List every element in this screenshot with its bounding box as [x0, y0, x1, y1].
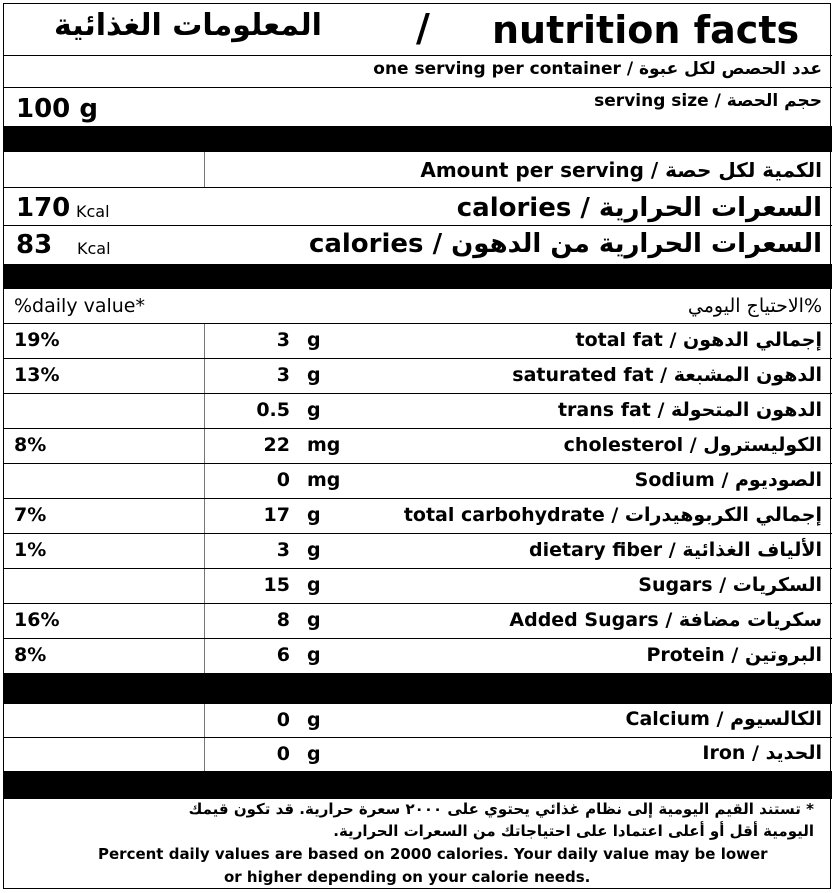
column-divider: [204, 704, 205, 737]
amount-per-serving-row: [4, 152, 832, 188]
calories-row: [4, 188, 832, 226]
servings-per-container: عدد الحصص لكل عبوة / one serving per container: [373, 59, 822, 79]
nutrient-amount: 17: [263, 504, 290, 526]
thick-divider-2: [4, 264, 832, 289]
mineral-label: الحديد / Iron: [702, 742, 822, 764]
nutrient-row: [4, 359, 832, 394]
nutrient-label: الدهون المتحولة / trans fat: [557, 399, 822, 421]
nutrient-unit: g: [307, 644, 321, 666]
nutrient-amount: 8: [276, 609, 290, 631]
title-arabic: المعلومات الغذائية: [54, 8, 322, 43]
column-divider: [204, 639, 205, 673]
nutrient-daily-value: 8%: [14, 434, 47, 456]
thick-divider-1: [4, 126, 832, 152]
nutrient-amount: 0.5: [256, 399, 290, 421]
column-divider: [204, 534, 205, 568]
nutrient-unit: g: [307, 504, 321, 526]
nutrient-label: إجمالي الكربوهيدرات / total carbohydrate: [403, 504, 822, 526]
calories-label: السعرات الحرارية / calories: [456, 193, 822, 223]
nutrient-unit: g: [307, 329, 321, 351]
nutrient-row: [4, 569, 832, 604]
nutrient-label: الألياف الغذائية / dietary fiber: [528, 539, 822, 561]
serving-size-label: حجم الحصة / serving size: [594, 91, 822, 111]
thick-divider-3: [4, 674, 832, 704]
nutrient-row: [4, 639, 832, 674]
title-row: [4, 4, 832, 56]
column-divider: [204, 604, 205, 638]
daily-value-header-row: [4, 289, 832, 324]
mineral-row: [4, 704, 832, 738]
nutrient-daily-value: 13%: [14, 364, 60, 386]
nutrient-row: [4, 464, 832, 499]
nutrient-daily-value: 7%: [14, 504, 47, 526]
nutrient-amount: 3: [276, 364, 290, 386]
nutrient-unit: g: [307, 364, 321, 386]
nutrient-label: الصوديوم / Sodium: [634, 469, 822, 491]
nutrient-row: [4, 604, 832, 639]
mineral-amount: 0: [276, 709, 290, 731]
column-divider: [204, 394, 205, 428]
calories-value: 170: [16, 193, 71, 223]
thick-divider-4: [4, 772, 832, 799]
fat-calories-value: 83: [16, 230, 53, 260]
footnote-ar-line1: * تستند القيم اليومية إلى نظام غذائي يحتوي على ٢٠٠٠ سعرة حرارية. قد تكون قيمك: [188, 800, 814, 818]
title-english: nutrition facts: [492, 8, 800, 52]
mineral-unit: g: [307, 743, 321, 765]
column-divider: [204, 499, 205, 533]
nutrient-row: [4, 534, 832, 569]
footnote-ar-line2: اليومية أقل أو أعلى اعتمادا على احتياجاتك من السعرات الحرارية.: [333, 822, 814, 840]
column-divider: [204, 359, 205, 393]
nutrient-label: السكريات / Sugars: [638, 574, 822, 596]
nutrient-label: الكوليسترول / cholesterol: [563, 434, 822, 456]
column-divider: [204, 324, 205, 358]
nutrient-row: [4, 499, 832, 534]
daily-value-header-en: %daily value*: [14, 295, 145, 317]
nutrient-amount: 22: [263, 434, 290, 456]
nutrient-amount: 3: [276, 329, 290, 351]
mineral-row: [4, 738, 832, 772]
servings-per-container-row: [4, 56, 832, 88]
nutrient-amount: 3: [276, 539, 290, 561]
nutrient-unit: g: [307, 609, 321, 631]
fat-calories-unit: Kcal: [77, 239, 111, 258]
footnote-en-line1: Percent daily values are based on 2000 calories. Your daily value may be lower: [98, 845, 768, 863]
nutrient-unit: g: [307, 539, 321, 561]
serving-size-row: [4, 88, 832, 126]
nutrient-unit: g: [307, 399, 321, 421]
nutrient-label: البروتين / Protein: [646, 644, 822, 666]
nutrient-amount: 15: [263, 574, 290, 596]
nutrient-unit: mg: [307, 469, 341, 491]
serving-size-value: 100 g: [16, 94, 98, 124]
footnote-en-line2: or higher depending on your calorie needs.: [224, 868, 591, 886]
nutrient-row: [4, 394, 832, 429]
fat-calories-label: السعرات الحرارية من الدهون / calories: [308, 229, 822, 259]
nutrient-amount: 0: [276, 469, 290, 491]
nutrient-label: سكريات مضافة / Added Sugars: [509, 609, 822, 631]
nutrient-daily-value: 16%: [14, 609, 60, 631]
nutrient-label: إجمالي الدهون / total fat: [575, 329, 822, 351]
calories-unit: Kcal: [76, 202, 110, 221]
column-divider: [204, 569, 205, 603]
nutrient-row: [4, 324, 832, 359]
nutrient-daily-value: 19%: [14, 329, 60, 351]
nutrient-unit: mg: [307, 434, 341, 456]
fat-calories-row: [4, 226, 832, 264]
nutrient-amount: 6: [276, 644, 290, 666]
daily-value-header-ar: %الاحتياج اليومي: [687, 295, 822, 317]
nutrient-label: الدهون المشبعة / saturated fat: [512, 364, 822, 386]
column-divider: [204, 464, 205, 498]
column-divider: [204, 152, 205, 187]
column-divider: [204, 738, 205, 771]
mineral-amount: 0: [276, 743, 290, 765]
mineral-unit: g: [307, 709, 321, 731]
mineral-label: الكالسيوم / Calcium: [625, 708, 822, 730]
nutrient-daily-value: 1%: [14, 539, 47, 561]
nutrient-row: [4, 429, 832, 464]
column-divider: [204, 429, 205, 463]
amount-per-serving: الكمية لكل حصة / Amount per serving: [420, 158, 822, 182]
nutrient-daily-value: 8%: [14, 644, 47, 666]
title-slash: /: [416, 6, 430, 50]
nutrient-unit: g: [307, 574, 321, 596]
